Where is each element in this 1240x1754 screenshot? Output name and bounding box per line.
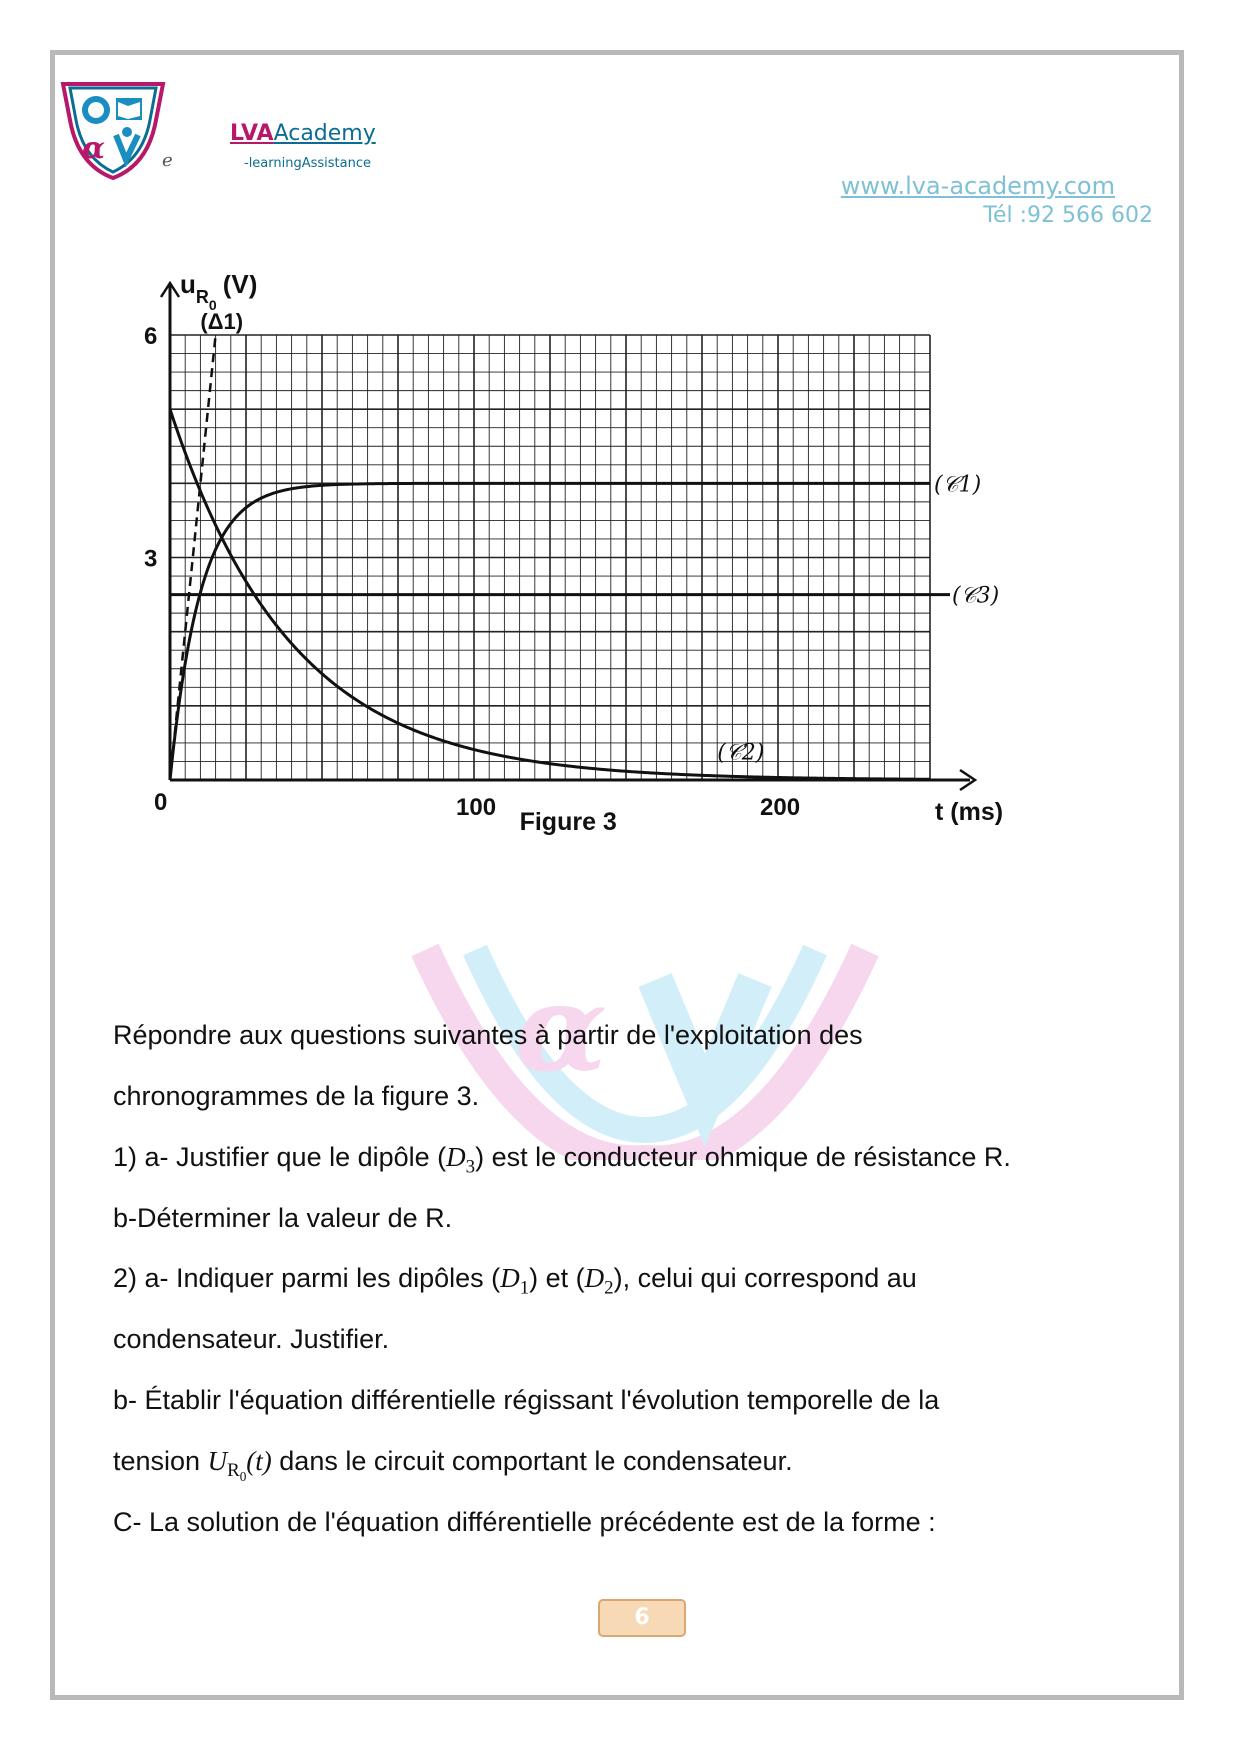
chart-labels bbox=[144, 275, 1003, 836]
x-tick-label: 100 bbox=[456, 794, 497, 821]
question-1a bbox=[113, 1142, 1011, 1178]
origin-label: 0 bbox=[154, 789, 168, 816]
label-delta1: (Δ1) bbox=[200, 309, 244, 334]
intro-line-2: chronogrammes de la figure 3. bbox=[113, 1081, 480, 1111]
question-2b-line-2: tension $U_{R_0}(t)$ dans le circuit comportant le condensateur. bbox=[113, 1446, 793, 1485]
q1a-pre: 1) a- Justifier que le dipôle ( bbox=[113, 1142, 447, 1172]
y-tick-label: 3 bbox=[144, 545, 158, 573]
question-2a-line-2: condensateur. Justifier. bbox=[113, 1324, 390, 1354]
phone-number: Tél :92 566 602 bbox=[983, 203, 1153, 228]
chart-title: Figure 3 bbox=[519, 808, 617, 836]
q1a-post: ) est le conducteur ohmique de résistance R. bbox=[475, 1142, 1011, 1172]
y-axis-label: $u_{R0}(V)$ bbox=[180, 275, 258, 313]
q1a-var: $D_3$ bbox=[446, 1142, 476, 1178]
website-link[interactable]: www.lva-academy.com bbox=[840, 172, 1115, 200]
question-c: C- La solution de l'équation différentielle précédente est de la forme : bbox=[113, 1507, 936, 1537]
q2a-var1: $D_1$ bbox=[500, 1263, 530, 1299]
label-c3: (𝒞3) bbox=[952, 583, 1000, 609]
q2a-var2: $D_2$ bbox=[584, 1263, 614, 1299]
label-c1: (𝒞1) bbox=[934, 472, 982, 498]
svg-text:α: α bbox=[515, 958, 608, 1099]
brand-name bbox=[230, 121, 376, 146]
question-1b: b-Déterminer la valeur de R. bbox=[113, 1203, 453, 1233]
question-2b-line-1: b- Établir l'équation différentielle régissant l'évolution temporelle de la bbox=[113, 1385, 940, 1415]
brand-tagline: -learningAssistance bbox=[244, 156, 371, 171]
x-tick-label: 200 bbox=[760, 794, 801, 821]
page-number: 6 bbox=[598, 1599, 686, 1637]
label-c2: (𝒞2) bbox=[717, 740, 765, 766]
q2b-var: $U_{R_0}(t)$ bbox=[207, 1446, 272, 1485]
intro-line-1: Répondre aux questions suivantes à partir de l'exploitation des bbox=[113, 1020, 863, 1050]
x-axis-label: t (ms) bbox=[935, 798, 1004, 826]
figure-3-chart bbox=[140, 275, 1120, 940]
lva-logo bbox=[58, 80, 168, 180]
svg-text:α: α bbox=[82, 131, 106, 166]
chart-grid bbox=[170, 335, 930, 780]
chart-axes bbox=[161, 283, 975, 790]
brand-academy: Academy bbox=[273, 121, 376, 146]
logo-letter: e bbox=[162, 150, 173, 171]
y-tick-label: 6 bbox=[144, 323, 158, 350]
question-2a: 2) a- Indiquer parmi les dipôles $(D_1)$ et $(D_2)$, celui qui correspond au bbox=[113, 1263, 917, 1299]
brand-lva: LVA bbox=[230, 121, 274, 146]
